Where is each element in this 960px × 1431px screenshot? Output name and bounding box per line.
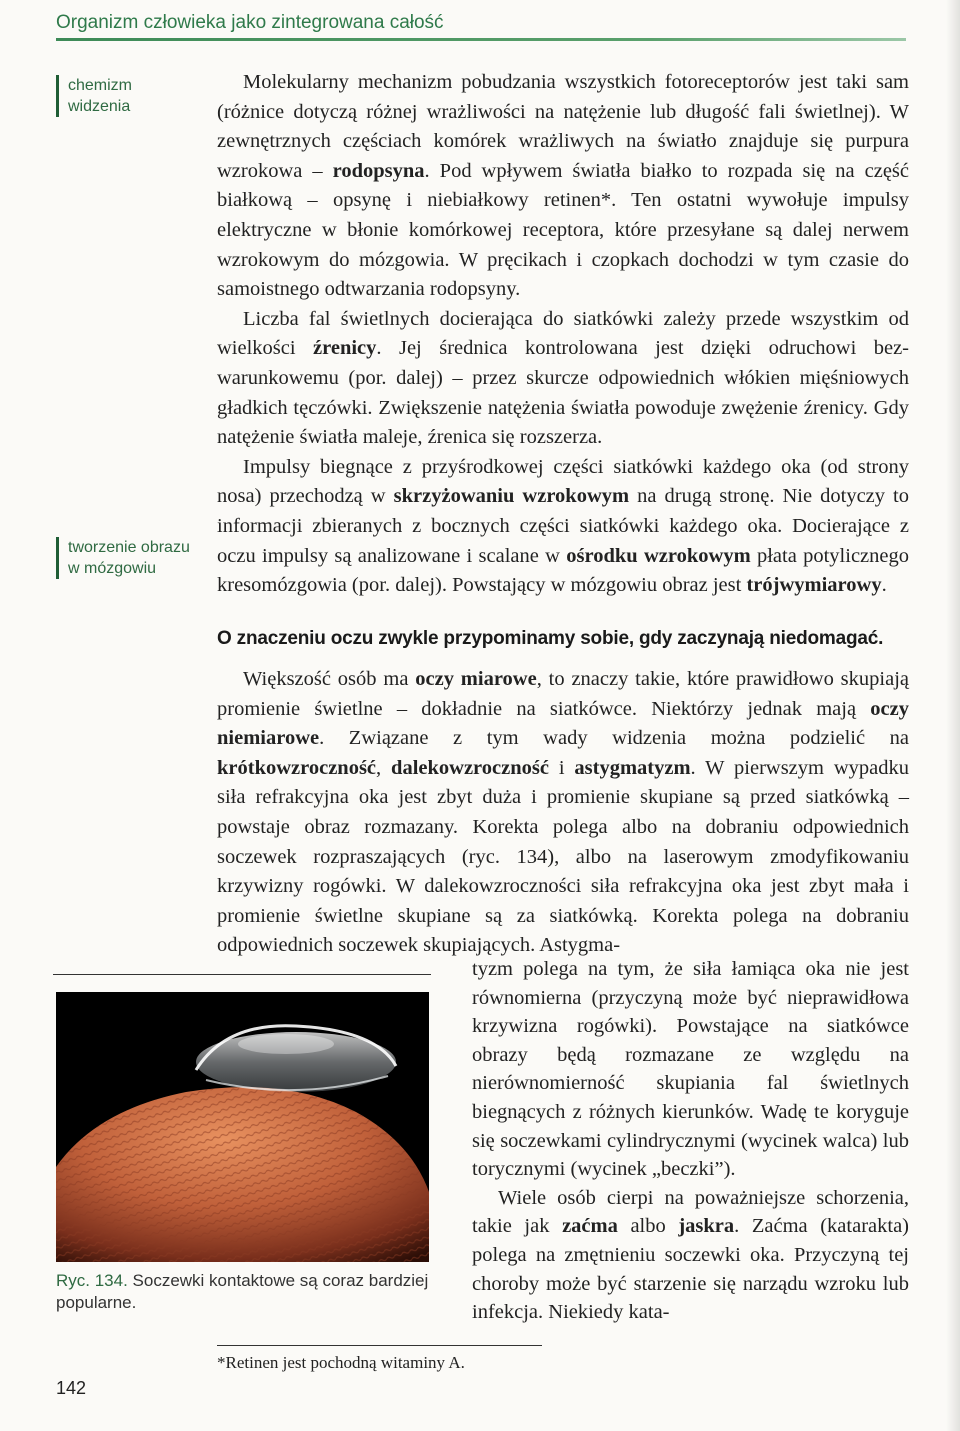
- text-run: Większość osób ma: [243, 668, 416, 690]
- running-header: Organizm człowieka jako zintegrowana całość: [56, 12, 444, 33]
- margin-note-chemizm: [56, 75, 132, 117]
- body-text-top: [217, 68, 909, 601]
- text-run: tyzm polega na tym, że siła łamiąca oka nie jest równomierna (przyczyną może być nieprawidłowa krzywizna rogówki). Powstające na siatkówce obrazy będą rozmazane ze względu na nierównomierność skupiania fal świetlnych biegnących z różnych kierunków. Wadę te koryguje się soczewkami cylindrycznymi (wycinek walca) lub torycznymi (wycinek „beczki”).: [472, 958, 909, 1181]
- paragraph-zacma-jaskra: [472, 1184, 909, 1327]
- text-run: albo: [617, 1215, 679, 1238]
- paragraph-wady-wzroku: [217, 665, 909, 961]
- body-text-wrap: [472, 955, 909, 1327]
- bold-term: oczy niemiarowe: [217, 697, 909, 750]
- text-run: i: [548, 756, 575, 779]
- text-run: ,: [376, 756, 392, 779]
- bold-term: oczy miarowe: [415, 668, 537, 690]
- margin-note-line: widzenia: [68, 98, 131, 115]
- figure-caption-text: Soczewki kontaktowe są coraz bardziej popularne.: [56, 1271, 429, 1312]
- text-run: płata potylicznego kresomózgowia (por. dalej). Powstający w mózgowiu obraz jest: [217, 544, 909, 597]
- fingertip-with-lens-image: [56, 992, 429, 1262]
- text-run: . Związane z tym wady widzenia można podzielić na: [319, 727, 909, 750]
- figure-rule: [53, 974, 431, 975]
- text-run: Impulsy biegnące z przyśrodkowej części siatkówki każdego oka (od strony nosa) przechodzą w: [217, 455, 909, 508]
- section-heading: O znaczeniu oczu zwykle przypominamy sobie, gdy zaczynają niedomagać.: [217, 628, 884, 649]
- paragraph-rodopsyna: [217, 68, 909, 305]
- figure-caption: [56, 1270, 456, 1314]
- text-run: . W pierwszym wypadku siła refrakcyjna oka jest zbyt duża i promienie skupiane są przed siatkówką – powstaje obraz rozmazany. Korekta polega albo na dobraniu odpowiednich soczewek rozpraszających (ryc. 134), albo na laserowym zmodyfikowaniu krzywizny rogówki. W dalekowzroczności siła refrakcyjna oka jest zbyt mała i promienie świetlne skupiane są za siatkówką. Korekta polega na dobraniu odpowiednich soczewek skupiających. Astygma-: [217, 756, 909, 957]
- page-edge-shadow: [946, 0, 960, 1431]
- footnote-rule: [217, 1345, 542, 1346]
- bold-term: skrzyżowaniu wzrokowym: [393, 485, 630, 508]
- body-text-middle: [217, 665, 909, 961]
- bold-term: jaskra: [678, 1215, 735, 1238]
- bold-term: źrenicy: [313, 337, 377, 360]
- bold-term: zaćma: [562, 1215, 618, 1238]
- text-run: Wiele osób cierpi na poważniejsze schorzenia, takie jak: [472, 1186, 909, 1238]
- text-run: na drugą stronę. Nie dotyczy to informacji zbieranych z bocznych części siatkówki każdego oka. Docierające z oczu impulsy są analizowane i scalane w: [217, 485, 910, 567]
- text-run: .: [881, 574, 887, 597]
- paragraph-zrenica: [217, 305, 909, 453]
- text-run: Molekularny mechanizm pobudzania wszystkich fotoreceptorów jest taki sam (różnice dotyczą różnej wrażliwości na natężenie lub długość fali świetlnej). W zewnętrznych częściach komórek wrażliwych na światło znajduje się purpura wzrokowa –: [217, 71, 909, 182]
- text-run: . Zaćma (katarakta) polega na zmętnieniu soczewki oka. Przyczyną tej choroby może być starzenie się narządu wzroku lub infekcja. Niekiedy kata-: [472, 1215, 909, 1324]
- header-rule: [56, 38, 906, 41]
- bold-term: krótkowzroczność: [217, 756, 377, 779]
- figure-caption-label: Ryc. 134.: [56, 1271, 128, 1290]
- bold-term: dalekowzroczność: [391, 756, 549, 779]
- footnote: *Retinen jest pochodną witaminy A.: [217, 1353, 465, 1372]
- page-number: 142: [56, 1378, 87, 1398]
- margin-note-line: chemizm: [68, 77, 133, 94]
- margin-note-line: w mózgowiu: [68, 560, 157, 577]
- contact-lens-photo: [56, 992, 429, 1262]
- text-run: Liczba fal świetlnych docierająca do siatkówki zależy przede wszystkim od wielkości: [217, 307, 909, 360]
- margin-note-tworzenie-obrazu: [56, 537, 190, 579]
- bold-term: rodopsyna: [332, 159, 425, 182]
- paragraph-skrzyzowanie: [217, 453, 909, 601]
- margin-note-line: tworzenie obrazu: [68, 539, 190, 556]
- bold-term: astygmatyzm: [574, 756, 691, 779]
- bold-term: trójwymiarowy: [746, 574, 882, 597]
- text-run: . Pod wpływem światła białko to rozpada się na część białkową – opsynę i niebiałkowy retinen*. Ten ostatni wywołuje impulsy elektryczne w błonie komórkowej receptora, które przesyłane są dalej nerwem wzrokowym do mózgowia. W pręcikach i czopkach dochodzi w tym czasie do samoistnego odtwarzania rodopsyny.: [217, 159, 909, 301]
- text-run: . Jej średnica kontrolowana jest dzięki odruchowi bezwarunkowemu (por. dalej) – przez skurcze odpowiednich włókien mięśniowych gładkich tęczówki. Zwiększenie natężenia światła powoduje zwężenie źrenicy. Gdy natężenie światła maleje, źrenica się rozszerza.: [217, 337, 909, 449]
- text-run: , to znaczy takie, które prawidłowo skupiają promienie świetlne – dokładnie na siatkówce. Niektórzy jednak mają: [217, 668, 910, 720]
- bold-term: ośrodku wzrokowym: [566, 544, 751, 567]
- paragraph-astygmatyzm-cont: [472, 955, 909, 1184]
